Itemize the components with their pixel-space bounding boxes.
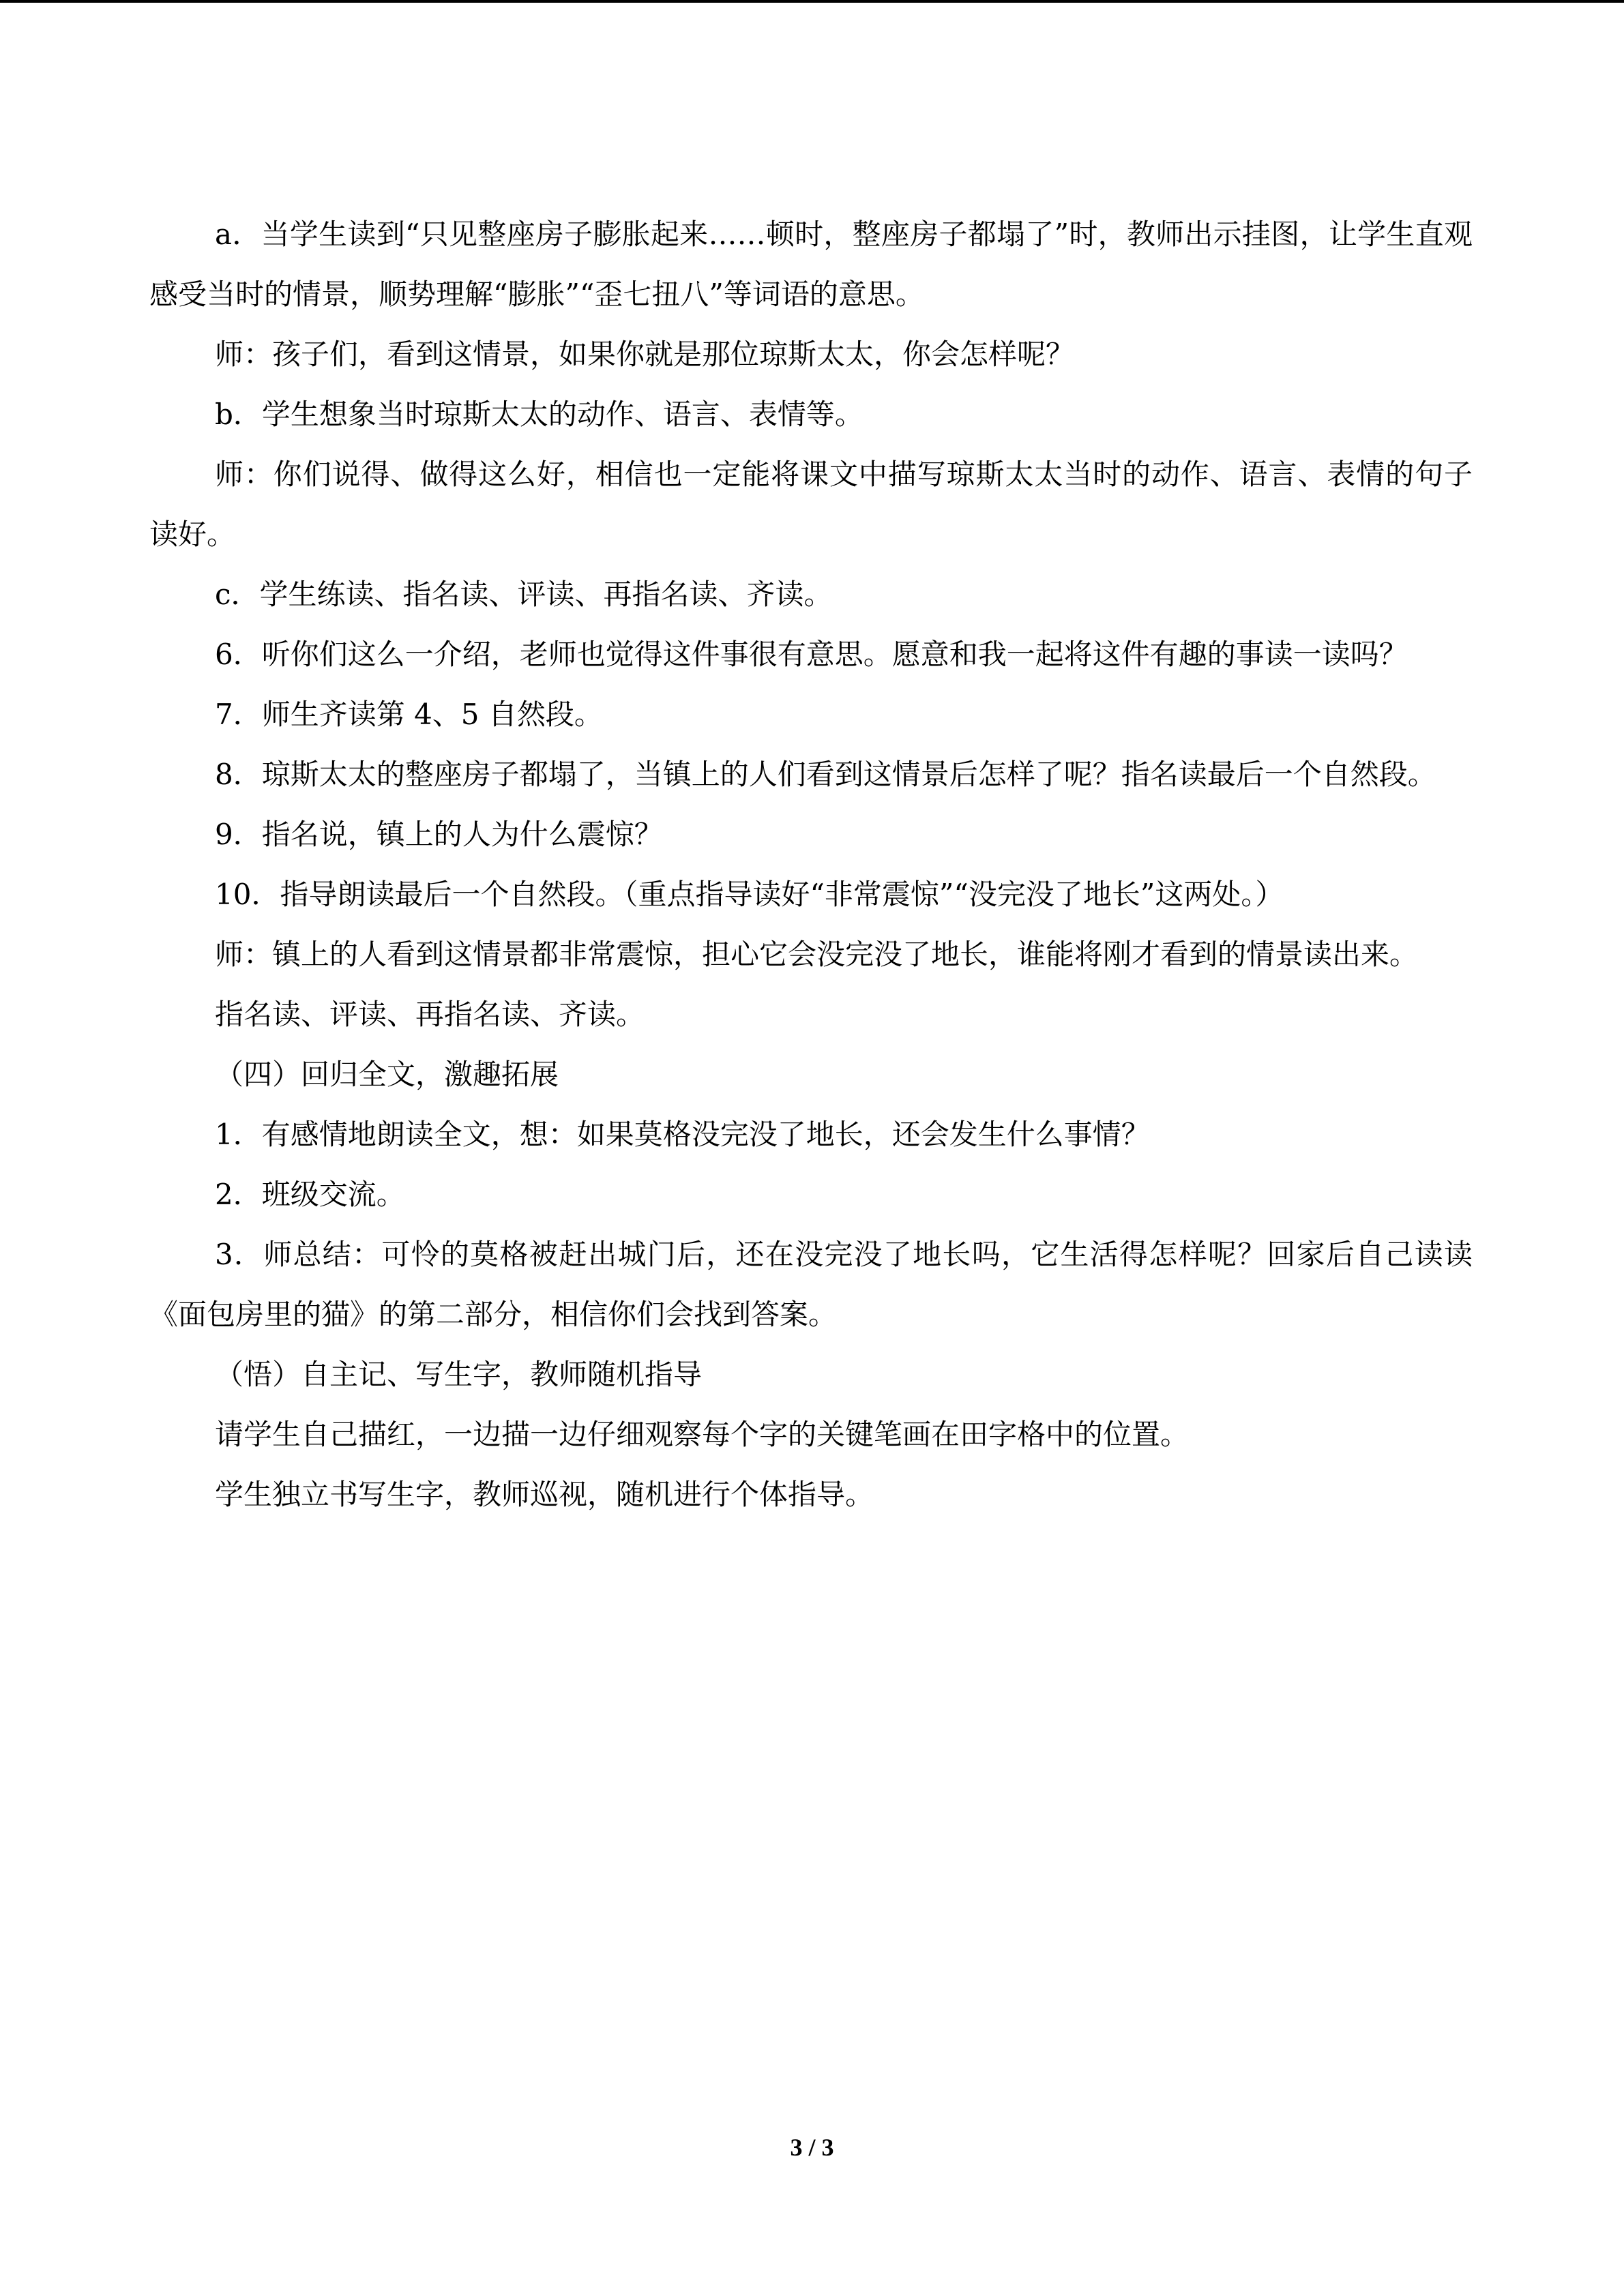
page-top-border bbox=[0, 0, 1624, 3]
paragraph-9: 9．指名说，镇上的人为什么震惊？ bbox=[215, 818, 663, 851]
section-heading-5: （悟）自主记、写生字，教师随机指导 bbox=[215, 1358, 703, 1391]
paragraph-7: 7．师生齐读第 4、5 自然段。 bbox=[215, 698, 603, 731]
paragraph-teacher-question: 师：孩子们，看到这情景，如果你就是那位琼斯太太，你会怎样呢？ bbox=[215, 338, 1075, 371]
paragraph-1: 1．有感情地朗读全文，想：如果莫格没完没了地长，还会发生什么事情？ bbox=[215, 1118, 1150, 1151]
page-number: 3 / 3 bbox=[790, 2134, 834, 2161]
paragraph-writing: 学生独立书写生字，教师巡视，随机进行个体指导。 bbox=[215, 1478, 874, 1511]
paragraph-teacher-shock: 师：镇上的人看到这情景都非常震惊，担心它会没完没了地长，谁能将刚才看到的情景读出来。 bbox=[215, 938, 1419, 971]
paragraph-2: 2．班级交流。 bbox=[215, 1178, 405, 1211]
paragraph-10: 10．指导朗读最后一个自然段。（重点指导读好“非常震惊”“没完没了地长”这两处。） bbox=[215, 878, 1284, 911]
paragraph-teacher-praise: 师：你们说得、做得这么好，相信也一定能将课文中描写琼斯太太当时的动作、语言、表情的句子读好。 bbox=[149, 458, 1473, 551]
paragraph-reading: 指名读、评读、再指名读、齐读。 bbox=[215, 998, 645, 1031]
paragraph-b: b．学生想象当时琼斯太太的动作、语言、表情等。 bbox=[215, 398, 863, 431]
document-body bbox=[149, 205, 1473, 1525]
paragraph-a: a．当学生读到“只见整座房子膨胀起来……顿时，整座房子都塌了”时，教师出示挂图，让学生直观感受当时的情景，顺势理解“膨胀”“歪七扭八”等词语的意思。 bbox=[149, 218, 1473, 311]
paragraph-3: 3．师总结：可怜的莫格被赶出城门后，还在没完没了地长吗，它生活得怎样呢？回家后自己读读《面包房里的猫》的第二部分，相信你们会找到答案。 bbox=[149, 1238, 1473, 1331]
section-heading-4: （四）回归全文，激趣拓展 bbox=[215, 1058, 559, 1091]
paragraph-c: c．学生练读、指名读、评读、再指名读、齐读。 bbox=[215, 578, 833, 611]
paragraph-6: 6．听你们这么一介绍，老师也觉得这件事很有意思。愿意和我一起将这件有趣的事读一读吗？ bbox=[215, 638, 1408, 671]
paragraph-8: 8．琼斯太太的整座房子都塌了，当镇上的人们看到这情景后怎样了呢？指名读最后一个自然段。 bbox=[215, 758, 1436, 791]
paragraph-tracing: 请学生自己描红，一边描一边仔细观察每个字的关键笔画在田字格中的位置。 bbox=[215, 1418, 1190, 1451]
